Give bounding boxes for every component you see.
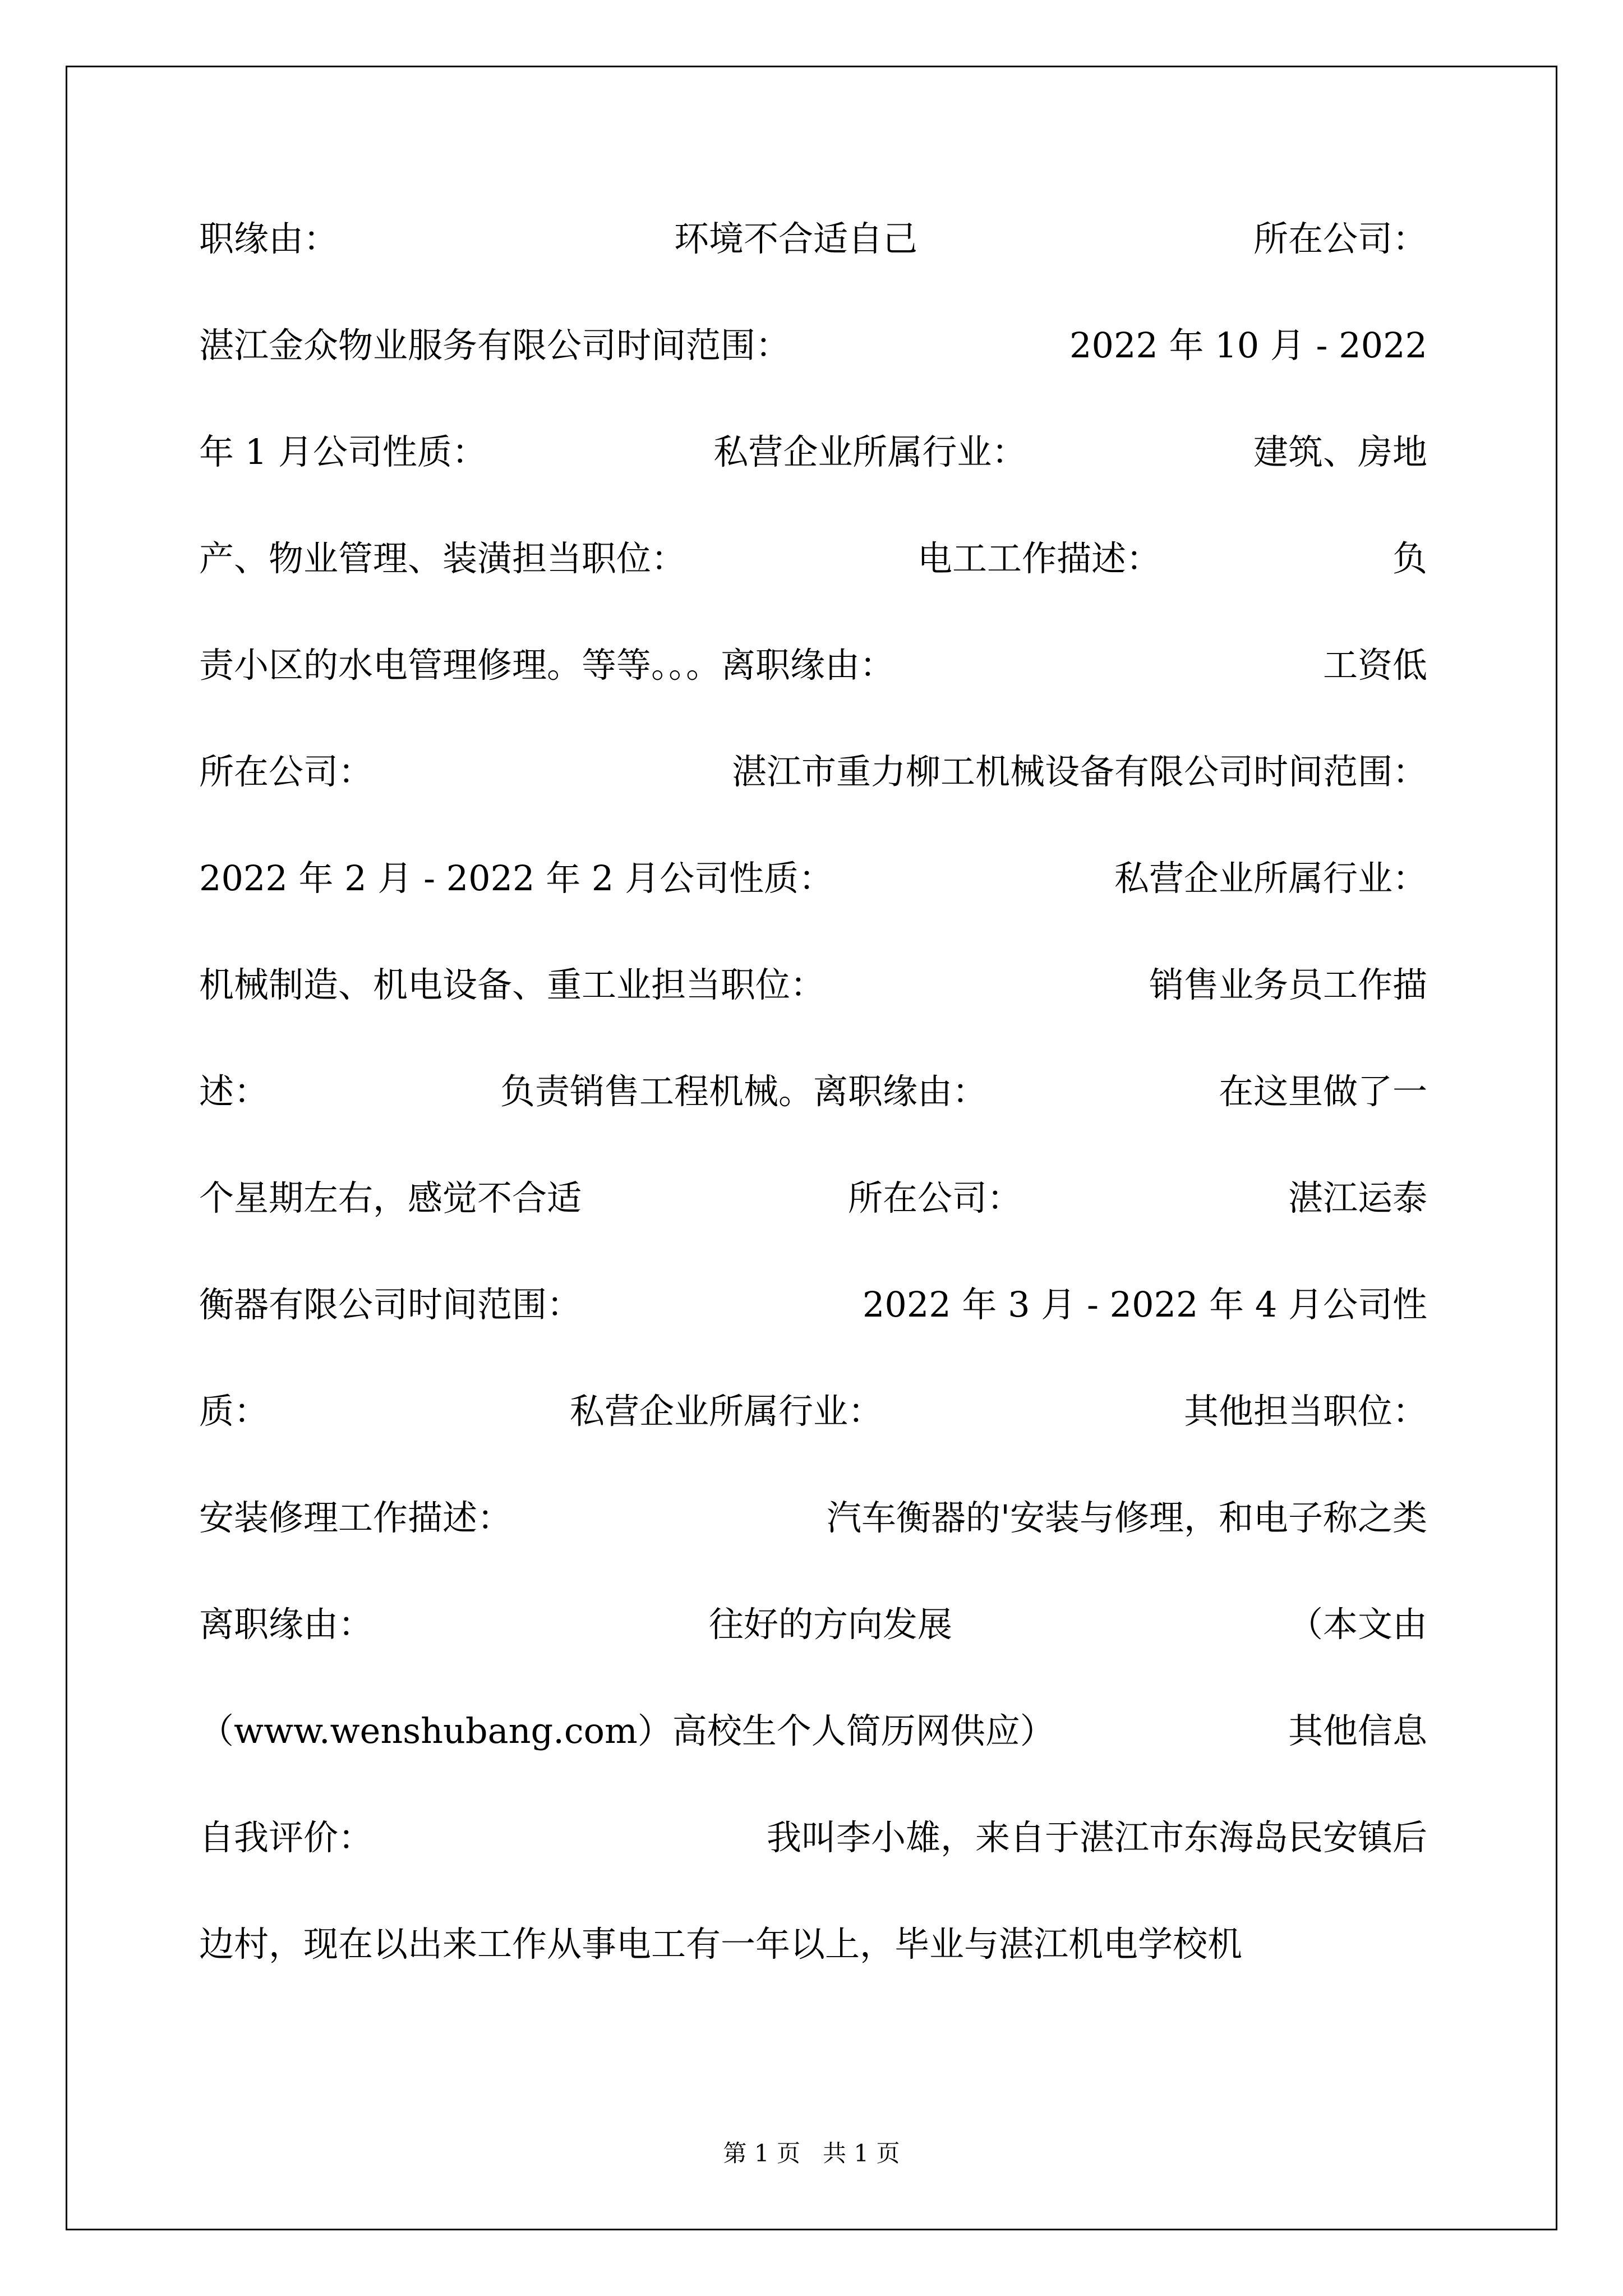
text-segment: 所在公司： <box>847 1177 1022 1218</box>
text-line <box>199 1490 1427 1596</box>
text-segment: 湛江金众物业服务有限公司时间范围： <box>199 325 791 366</box>
text-segment: 衡器有限公司时间范围： <box>199 1284 582 1325</box>
text-segment: 个星期左右，感觉不合适 <box>199 1177 582 1218</box>
text-line <box>199 850 1427 957</box>
text-segment: 质： <box>199 1391 269 1432</box>
text-segment: 私营企业所属行业： <box>1114 858 1427 899</box>
text-line <box>199 1703 1427 1810</box>
text-segment: 销售业务员工作描 <box>1149 964 1427 1005</box>
text-segment: （www.wenshubang.com）高校生个人简历网供应） <box>199 1710 1055 1751</box>
text-segment: 产、物业管理、装潢担当职位： <box>199 538 686 579</box>
text-segment: 述： <box>199 1071 269 1112</box>
text-line <box>199 637 1427 744</box>
text-segment: （本文由 <box>1288 1604 1427 1645</box>
text-segment: 往好的方向发展 <box>708 1604 952 1645</box>
text-segment: 湛江市重力柳工机械设备有限公司时间范围： <box>731 751 1427 792</box>
text-line <box>199 1916 1427 2023</box>
text-line <box>199 1170 1427 1277</box>
text-segment: 私营企业所属行业： <box>713 431 1027 472</box>
text-line <box>199 1810 1427 1916</box>
text-line <box>199 1383 1427 1490</box>
text-segment: 其他担当职位： <box>1183 1391 1427 1432</box>
text-segment: 离职缘由： <box>199 1604 374 1645</box>
text-segment: 建筑、房地 <box>1253 431 1427 472</box>
text-segment: 自我评价： <box>199 1817 374 1858</box>
text-segment: 工资低 <box>1322 645 1427 685</box>
text-segment: 汽车衡器的'安装与修理，和电子称之类 <box>826 1497 1427 1538</box>
text-segment: 环境不合适自己 <box>674 218 917 259</box>
text-line <box>199 424 1427 531</box>
text-segment: 2022 年 2 月 - 2022 年 2 月公司性质： <box>199 858 834 899</box>
text-line <box>199 744 1427 850</box>
text-segment: 安装修理工作描述： <box>199 1497 513 1538</box>
text-line <box>199 211 1427 318</box>
text-segment: 年 1 月公司性质： <box>199 431 487 472</box>
document-body <box>199 211 1427 2023</box>
text-segment: 负 <box>1392 538 1427 579</box>
text-segment: 责小区的水电管理修理。等等。。。离职缘由： <box>199 645 895 685</box>
text-segment: 其他信息 <box>1288 1710 1427 1751</box>
text-segment: 2022 年 3 月 - 2022 年 4 月公司性 <box>862 1284 1427 1325</box>
text-line <box>199 1596 1427 1703</box>
text-segment: 所在公司： <box>199 751 374 792</box>
page-footer: 第 1 页 共 1 页 <box>723 2139 900 2167</box>
text-line <box>199 318 1427 424</box>
text-segment: 负责销售工程机械。离职缘由： <box>500 1071 987 1112</box>
text-segment: 2022 年 10 月 - 2022 <box>1069 325 1427 366</box>
text-segment: 所在公司： <box>1253 218 1427 259</box>
text-line <box>199 531 1427 637</box>
text-line <box>199 957 1427 1064</box>
text-line <box>199 1064 1427 1170</box>
text-segment: 在这里做了一 <box>1218 1071 1427 1112</box>
text-segment: 边村，现在以出来工作从事电工有一年以上，毕业与湛江机电学校机 <box>199 1924 1243 1964</box>
text-segment: 我叫李小雄，来自于湛江市东海岛民安镇后 <box>766 1817 1427 1858</box>
text-segment: 私营企业所属行业： <box>569 1391 883 1432</box>
text-line <box>199 1277 1427 1383</box>
text-segment: 湛江运泰 <box>1288 1177 1427 1218</box>
text-segment: 电工工作描述： <box>917 538 1161 579</box>
text-segment: 机械制造、机电设备、重工业担当职位： <box>199 964 826 1005</box>
text-segment: 职缘由： <box>199 218 339 259</box>
